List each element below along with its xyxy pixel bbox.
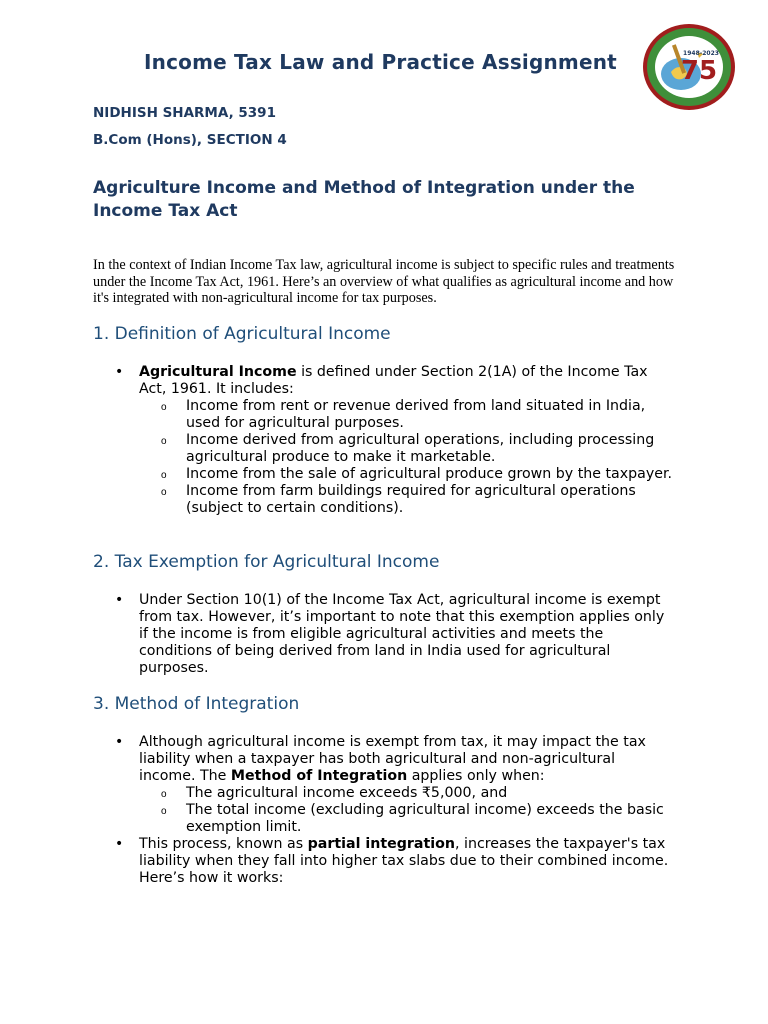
main-heading: Agriculture Income and Method of Integration under the Income Tax Act	[93, 178, 635, 221]
document-title: Income Tax Law and Practice Assignment	[144, 50, 617, 74]
list-item	[93, 734, 673, 836]
list-item-text: applies only when:	[407, 768, 545, 784]
bold-term: Method of Integration	[230, 768, 408, 784]
exemption-list	[93, 592, 673, 677]
list-item-text: This process, known as	[139, 836, 308, 852]
emblem-years: 1948-2023	[683, 50, 719, 57]
list-item-text: is defined under Section 2(1A) of the Income Tax Act, 1961. It includes:	[139, 364, 648, 397]
sub-list-item: o The agricultural income exceeds ₹5,000, and	[139, 785, 673, 802]
definition-sublist	[93, 398, 673, 517]
list-item-text: , increases the taxpayer's tax liability when they fall into higher tax slabs due to their combined income. Here’s how it works:	[139, 836, 669, 886]
section-heading-definition: 1. Definition of Agricultural Income	[93, 324, 391, 344]
integration-list	[93, 734, 673, 887]
integration-sublist	[93, 785, 673, 836]
list-item: • Under Section 10(1) of the Income Tax Act, agricultural income is exempt from tax. However, it’s important to note that this exemption applies only if the income is from eligible agricultural activities and meets the conditions of being derived from land in India used for agricultural purposes.	[93, 592, 673, 677]
bold-term: partial integration	[307, 836, 455, 852]
college-anniversary-emblem-icon	[641, 22, 737, 112]
sub-list-item: o Income from the sale of agricultural produce grown by the taxpayer.	[139, 466, 673, 483]
sub-list-item: o Income from farm buildings required for agricultural operations (subject to certain conditions).	[139, 483, 673, 517]
bold-term: Agricultural Income	[139, 364, 297, 380]
list-item	[93, 364, 673, 517]
intro-paragraph: In the context of Indian Income Tax law, agricultural income is subject to specific rules and treatments under the Income Tax Act, 1961. Here’s an overview of what qualifies as agricultural income and how it's integrated with non-agricultural income for tax purposes.	[93, 257, 675, 306]
section-heading-exemption: 2. Tax Exemption for Agricultural Income	[93, 552, 440, 572]
course-line: B.Com (Hons), SECTION 4	[93, 132, 287, 148]
sub-list-item: o The total income (excluding agricultural income) exceeds the basic exemption limit.	[139, 802, 673, 836]
section-heading-integration: 3. Method of Integration	[93, 694, 300, 714]
list-item-text: Although agricultural income is exempt from tax, it may impact the tax liability when a taxpayer has both agricultural and non-agricultural income. The	[139, 734, 646, 784]
emblem-number: 75	[680, 56, 718, 86]
definition-list	[93, 364, 673, 517]
list-item	[93, 836, 673, 887]
sub-list-item: o Income derived from agricultural operations, including processing agricultural produce to make it marketable.	[139, 432, 673, 466]
author-line: NIDHISH SHARMA, 5391	[93, 105, 276, 121]
sub-list-item: o Income from rent or revenue derived from land situated in India, used for agricultural purposes.	[139, 398, 673, 432]
